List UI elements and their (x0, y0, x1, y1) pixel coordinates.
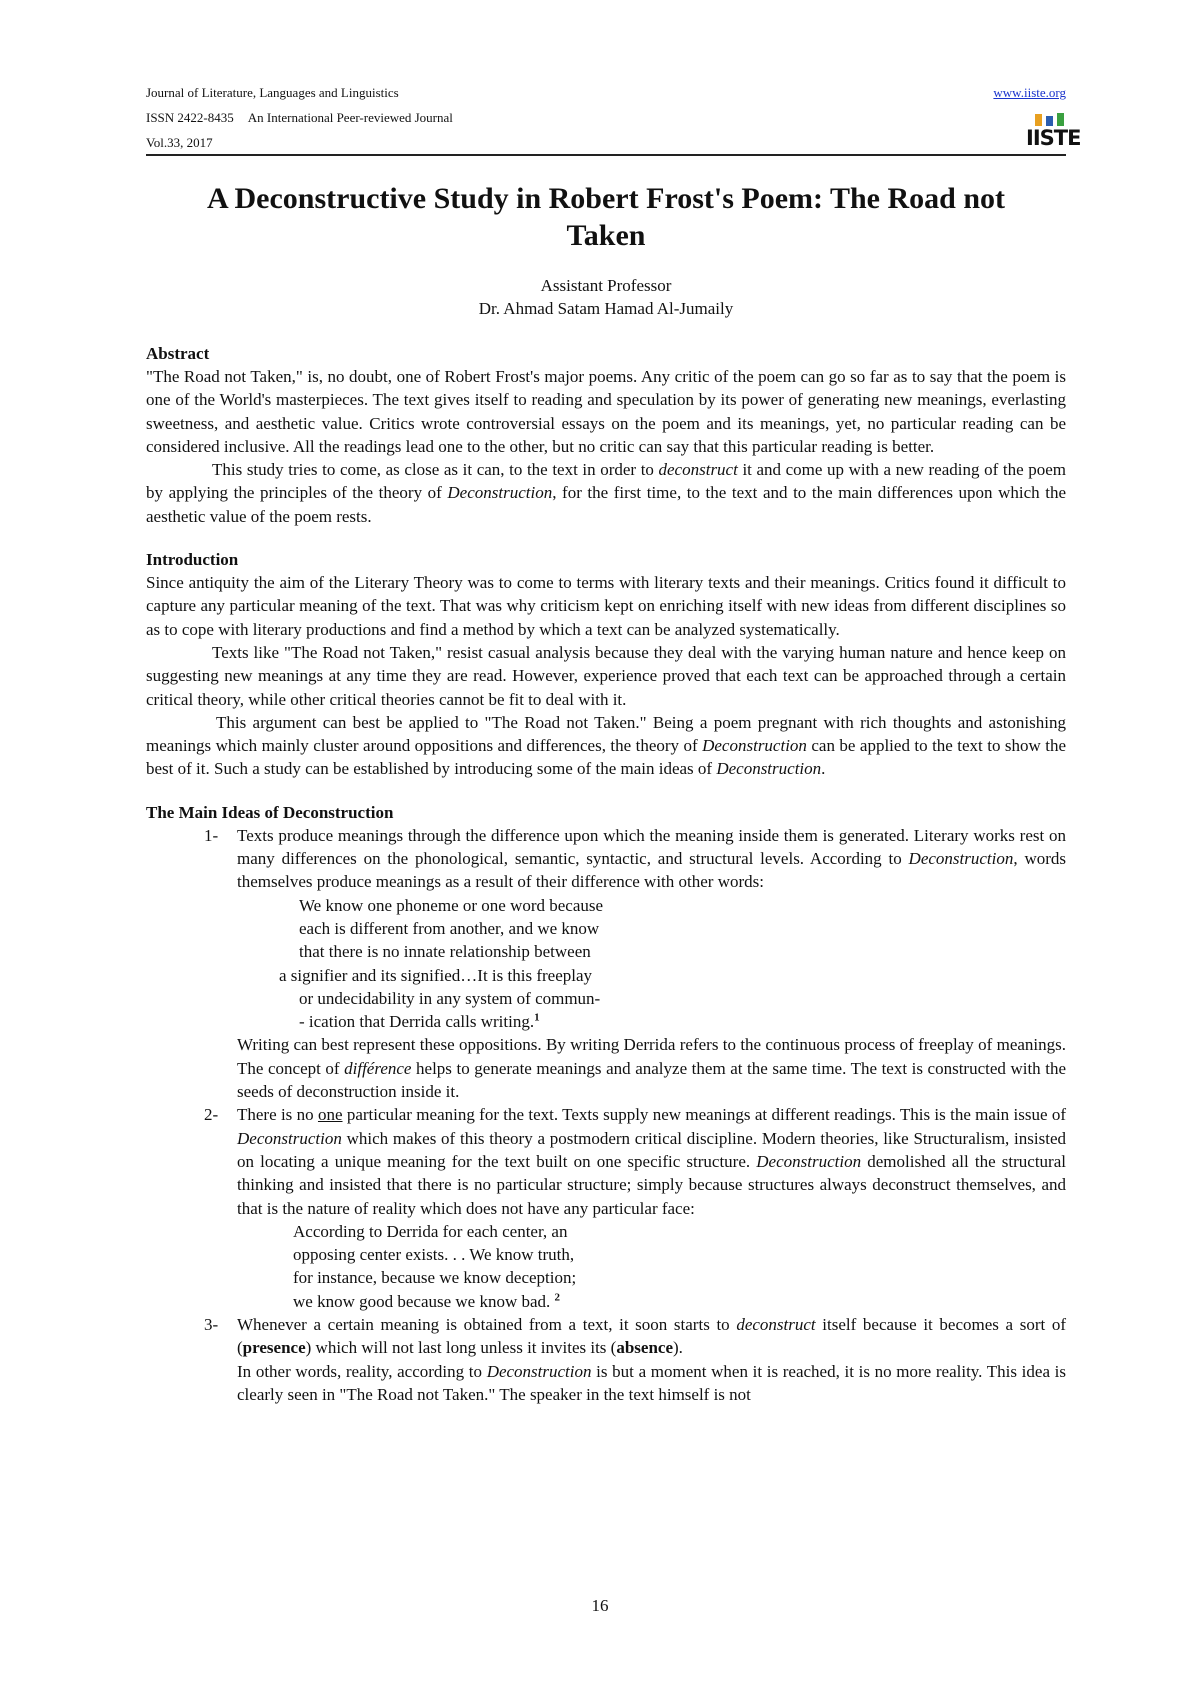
abstract-paragraph-2: This study tries to come, as close as it can, to the text in order to deconstruct it and come up with a new reading of the poem by applying the principles of the theory of Deconstruction, for the first time, to the text and to the main differences upon which the aesthetic value of the poem rests. (146, 460, 1066, 526)
issn: ISSN 2422-8435 (146, 110, 234, 125)
footnote-ref[interactable]: 2 (554, 1291, 561, 1304)
quote-line: We know one phoneme or one word because (299, 895, 604, 915)
author-position: Assistant Professor (540, 276, 672, 295)
abstract-heading: Abstract (146, 344, 210, 363)
quote-line: each is different from another, and we know (299, 918, 600, 938)
logo-bar-blue (1046, 116, 1053, 126)
abstract-paragraph-1: "The Road not Taken," is, no doubt, one of Robert Frost's major poems. Any critic of the poem can go so far as to say that the poem is one of the World's masterpieces. The text gives itself to reading and speculation by its power of generating new meanings, everlasting sweetness, and aesthetic value. Critics wrote controversial essays on the poem and its meanings, yet, no particular reading can be considered inclusive. All the readings lead one to the other, but no critic can say that this particular reading is better. (146, 367, 1066, 456)
journal-type: An International Peer-reviewed Journal (247, 110, 453, 125)
paper-title: A Deconstructive Study in Robert Frost's Poem: The Road not Taken (206, 182, 1006, 252)
logo-bars (1026, 112, 1064, 126)
list-item-text: In other words, reality, according to Deconstruction is but a moment when it is reached, it is no more reality. This idea is clearly seen in "The Road not Taken." The speaker in the text himself is not (237, 1361, 1066, 1404)
quote-line: or undecidability in any system of commun- (299, 988, 601, 1008)
footnote-ref[interactable]: 1 (534, 1011, 540, 1024)
block-quote (237, 1220, 1066, 1313)
iiste-logo-icon (1026, 112, 1081, 152)
list-item (146, 1313, 1066, 1406)
page-number: 16 (591, 1596, 609, 1615)
logo-bar-orange (1035, 114, 1042, 126)
quote-line: we know good because we know bad. $^2$ (293, 1291, 561, 1311)
list-item-text: Whenever a certain meaning is obtained from a text, it soon starts to deconstruct itself because it becomes a sort of (presence) which will not last long unless it invites its (absence). (237, 1314, 1067, 1358)
issn-line (146, 105, 1066, 130)
logo-text: IISTE (1026, 126, 1081, 150)
quote-line: - ication that Derrida calls writing.$^1$ (299, 1011, 540, 1032)
list-item-text: Texts produce meanings through the difference upon which the meaning inside them is generated. Literary works rest on many differences on the phonological, semantic, syntactic, and structural levels. According to Deconstruction, words themselves produce meanings as a result of their difference with other words: (237, 825, 1066, 892)
block-quote (237, 894, 1066, 1034)
page (146, 80, 1081, 1406)
list-item (146, 1103, 1066, 1313)
journal-header (146, 80, 1081, 156)
introduction-heading: Introduction (146, 550, 239, 570)
introduction-paragraph-2: Texts like "The Road not Taken," resist casual analysis because they deal with the varying human nature and hence keep on suggesting new meanings at any time they are read. However, experience proved that each text can be approached through a certain critical theory, while other critical theories cannot be fit to deal with it. (146, 642, 1066, 709)
list-number: 3- (204, 1314, 219, 1334)
main-ideas-heading: The Main Ideas of Deconstruction (146, 802, 394, 822)
list-item-text: Writing can best represent these oppositions. By writing Derrida refers to the continuous process of freeplay of meanings. The concept of différence helps to generate meanings and analyze them at the same time. The text is constructed with the seeds of deconstruction inside it. (237, 1035, 1066, 1102)
list-number: 1- (204, 825, 219, 845)
journal-name: Journal of Literature, Languages and Linguistics (146, 85, 399, 100)
quote-line: opposing center exists. . . We know truth, (293, 1245, 575, 1265)
list-item (146, 824, 1066, 1104)
volume: Vol.33, 2017 (146, 135, 213, 150)
quote-line: that there is no innate relationship between (299, 942, 591, 962)
list-item-text: There is no one particular meaning for the text. Texts supply new meanings at different readings. This is the main issue of Deconstruction which makes of this theory a postmodern critical discipline. Modern theories, like Structuralism, insisted on locating a unique meaning for the text built on one specific structure. Deconstruction demolished all the structural thinking and insisted that there is no particular structure; simply because structures always deconstruct themselves, and that is the nature of reality which does not have any particular face: (237, 1105, 1066, 1218)
quote-line: According to Derrida for each center, an (293, 1221, 568, 1241)
quote-line: for instance, because we know deception; (293, 1268, 577, 1288)
quote-line: a signifier and its signified…It is this freeplay (279, 965, 593, 985)
author-name: Dr. Ahmad Satam Hamad Al-Jumaily (478, 299, 734, 318)
logo-bar-green (1057, 113, 1064, 126)
website-link[interactable]: www.iiste.org (993, 85, 1066, 100)
author-block (146, 274, 1066, 320)
introduction-paragraph-3: This argument can best be applied to "The Road not Taken." Being a poem pregnant with rich thoughts and astonishing meanings which mainly cluster around oppositions and differences, the theory of Deconstruction can be applied to the text to show the best of it. Such a study can be established by introducing some of the main ideas of Deconstruction. (146, 712, 1067, 779)
introduction-paragraph-1: Since antiquity the aim of the Literary Theory was to come to terms with literary texts and their meanings. Critics found it difficult to capture any particular meaning of the text. That was why criticism kept on enriching itself with new ideas from different disciplines so as to cope with literary productions and find a method by which a text can be analyzed systematically. (146, 573, 1066, 639)
paper-body (146, 342, 1066, 1406)
list-number: 2- (204, 1105, 219, 1125)
